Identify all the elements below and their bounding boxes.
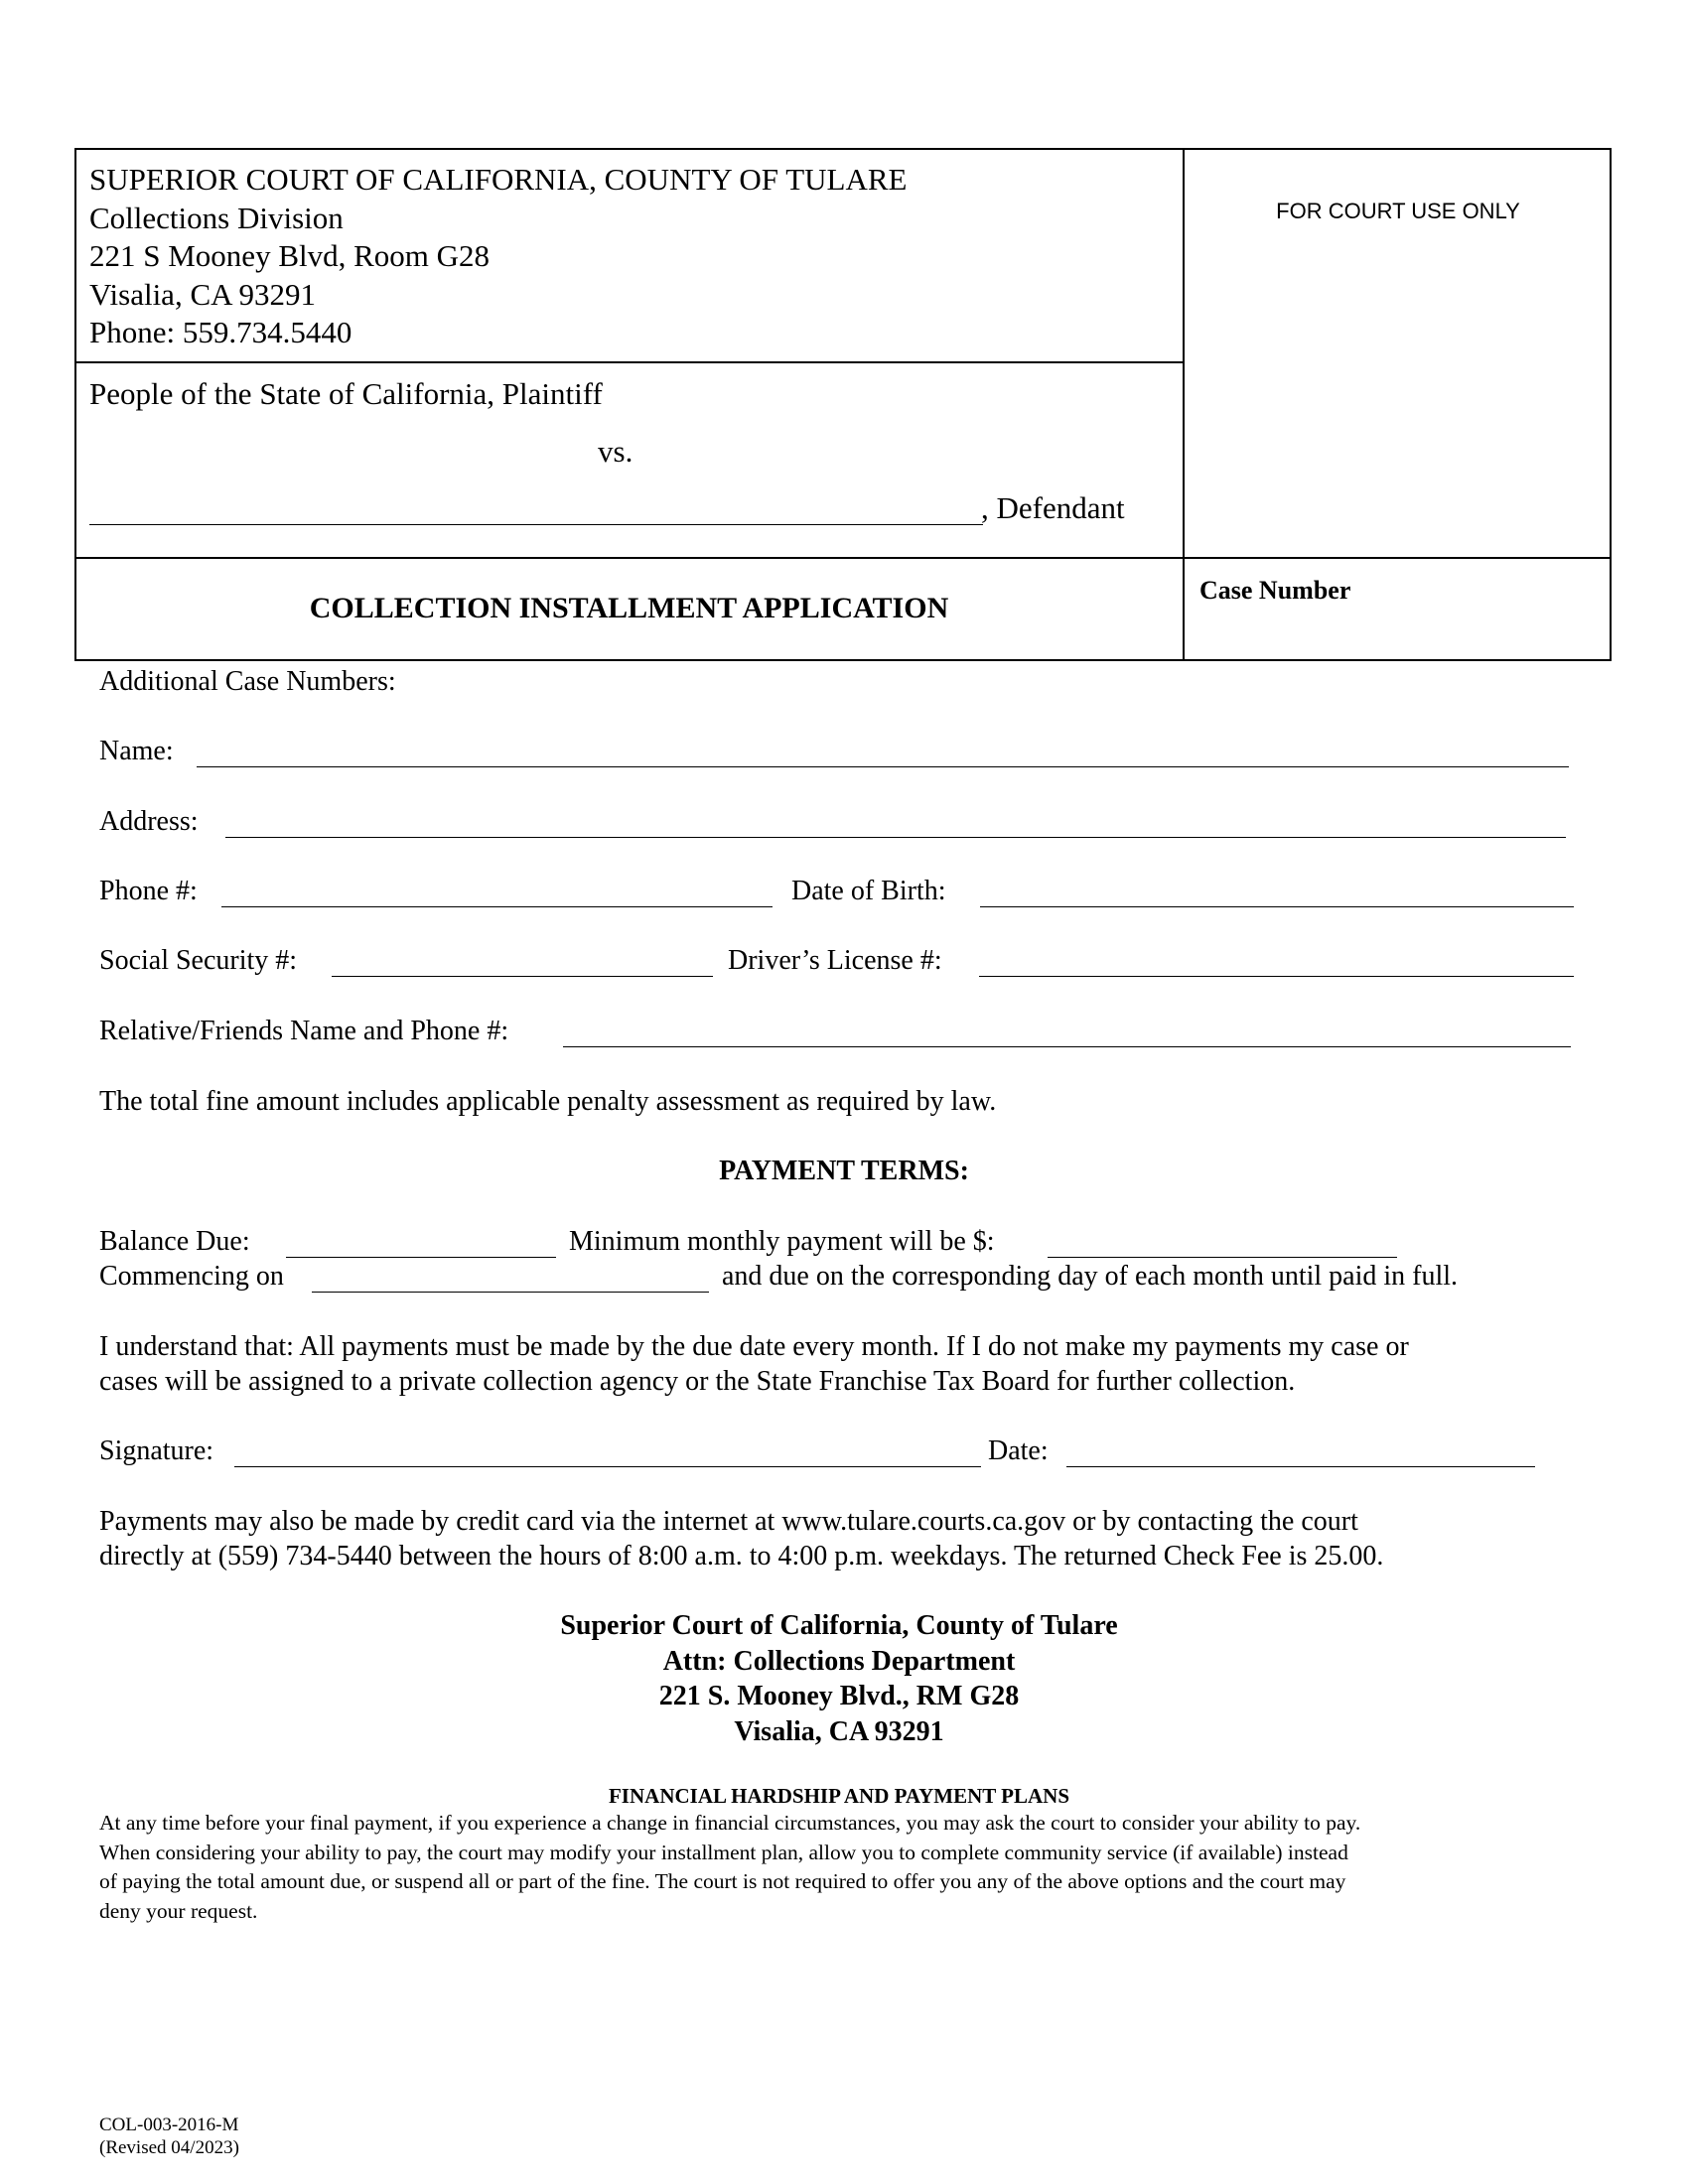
court-use-only: FOR COURT USE ONLY bbox=[1276, 199, 1520, 223]
form-code: COL-003-2016-M bbox=[99, 2115, 239, 2135]
relative-label: Relative/Friends Name and Phone #: bbox=[99, 1016, 509, 1046]
address-label: Address: bbox=[99, 806, 199, 837]
commencing-date-field[interactable] bbox=[312, 1292, 709, 1293]
payment-info-line-2: directly at (559) 734-5440 between the hours of 8:00 a.m. to 4:00 p.m. weekdays. The returned Check Fee is 25.00. bbox=[99, 1541, 1384, 1571]
hardship-line-4: deny your request. bbox=[99, 1898, 258, 1923]
plaintiff-line: People of the State of California, Plaintiff bbox=[89, 376, 603, 411]
ssn-label: Social Security #: bbox=[99, 945, 298, 976]
case-number-label: Case Number bbox=[1199, 576, 1351, 605]
hardship-line-1: At any time before your final payment, if you experience a change in financial circumstances, you may ask the court to consider your ability to pay. bbox=[99, 1811, 1361, 1835]
date-field[interactable] bbox=[1066, 1466, 1535, 1467]
penalty-notice: The total fine amount includes applicable penalty assessment as required by law. bbox=[99, 1086, 997, 1117]
form-title: COLLECTION INSTALLMENT APPLICATION bbox=[309, 592, 949, 624]
name-label: Name: bbox=[99, 736, 174, 766]
revised-date: (Revised 04/2023) bbox=[99, 2137, 239, 2158]
due-text: and due on the corresponding day of each month until paid in full. bbox=[722, 1261, 1459, 1292]
payment-info-line-1: Payments may also be made by credit card via the internet at www.tulare.courts.ca.gov or by contacting the court bbox=[99, 1506, 1358, 1537]
signature-label: Signature: bbox=[99, 1435, 214, 1466]
address-field[interactable] bbox=[225, 837, 1566, 838]
understanding-line-2: cases will be assigned to a private collection agency or the State Franchise Tax Board for further collection. bbox=[99, 1366, 1296, 1397]
caption-divider-court bbox=[74, 361, 1184, 363]
phone-field[interactable] bbox=[221, 906, 773, 907]
drivers-license-label: Driver’s License #: bbox=[728, 945, 942, 976]
signature-field[interactable] bbox=[234, 1466, 981, 1467]
payment-terms-heading: PAYMENT TERMS: bbox=[719, 1156, 969, 1186]
relative-field[interactable] bbox=[563, 1046, 1571, 1047]
mailing-line-2: Attn: Collections Department bbox=[662, 1645, 1016, 1677]
balance-due-field[interactable] bbox=[286, 1257, 556, 1258]
versus-label: vs. bbox=[598, 434, 633, 469]
court-address-block bbox=[89, 161, 907, 352]
additional-cases-label: Additional Case Numbers: bbox=[99, 666, 396, 697]
court-division: Collections Division bbox=[89, 200, 344, 235]
hardship-text bbox=[99, 1809, 1360, 1926]
mailing-line-1: Superior Court of California, County of Tulare bbox=[560, 1610, 1118, 1641]
hardship-heading: FINANCIAL HARDSHIP AND PAYMENT PLANS bbox=[608, 1784, 1069, 1808]
court-name: SUPERIOR COURT OF CALIFORNIA, COUNTY OF TULARE bbox=[89, 162, 908, 197]
case-number-field[interactable] bbox=[1192, 615, 1599, 655]
defendant-label: , Defendant bbox=[981, 490, 1125, 525]
minimum-payment-label: Minimum monthly payment will be $: bbox=[569, 1226, 995, 1257]
court-city: Visalia, CA 93291 bbox=[89, 276, 317, 312]
understanding-line-1: I understand that: All payments must be made by the due date every month. If I do not make my payments my case or bbox=[99, 1331, 1409, 1362]
ssn-field[interactable] bbox=[332, 976, 713, 977]
defendant-name-line[interactable] bbox=[89, 524, 983, 525]
dob-label: Date of Birth: bbox=[791, 876, 946, 906]
mailing-line-4: Visalia, CA 93291 bbox=[734, 1715, 944, 1747]
minimum-payment-field[interactable] bbox=[1048, 1257, 1397, 1258]
date-label: Date: bbox=[988, 1435, 1049, 1466]
balance-due-label: Balance Due: bbox=[99, 1226, 250, 1257]
hardship-line-2: When considering your ability to pay, the court may modify your installment plan, allow you to complete community service (if available) instead bbox=[99, 1840, 1348, 1864]
caption-divider-title bbox=[74, 557, 1612, 559]
dob-field[interactable] bbox=[980, 906, 1574, 907]
drivers-license-field[interactable] bbox=[979, 976, 1574, 977]
hardship-line-3: of paying the total amount due, or suspend all or part of the fine. The court is not required to offer you any of the above options and the court may bbox=[99, 1869, 1346, 1893]
name-field[interactable] bbox=[197, 766, 1569, 767]
mailing-address-block bbox=[0, 1608, 1678, 1749]
mailing-line-3: 221 S. Mooney Blvd., RM G28 bbox=[658, 1681, 1020, 1711]
caption-divider-vertical bbox=[1183, 148, 1185, 661]
commencing-label: Commencing on bbox=[99, 1261, 284, 1292]
court-street: 221 S Mooney Blvd, Room G28 bbox=[89, 238, 491, 273]
court-phone: Phone: 559.734.5440 bbox=[89, 315, 352, 349]
phone-label: Phone #: bbox=[99, 876, 198, 906]
